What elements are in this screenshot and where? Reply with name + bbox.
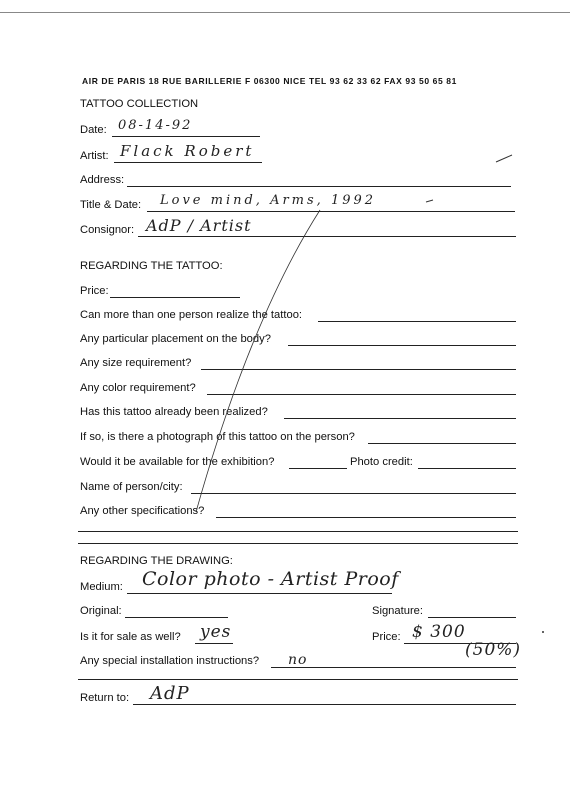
for-sale-value: yes — [200, 622, 232, 642]
drawing-price-value: $ 300 — [412, 622, 466, 642]
for-sale-label: Is it for sale as well? — [80, 631, 181, 643]
return-to-value: AdP — [150, 683, 190, 704]
date-label: Date: — [80, 124, 107, 136]
signature-label: Signature: — [372, 605, 423, 617]
return-to-label: Return to: — [80, 692, 130, 704]
tattoo-section-title: REGARDING THE TATTOO: — [80, 260, 223, 272]
medium-label: Medium: — [80, 581, 123, 593]
name-city-label: Name of person/city: — [80, 481, 183, 493]
artist-value: Flack Robert — [120, 142, 255, 160]
letterhead: AIR DE PARIS 18 RUE BARILLERIE F 06300 NICE TEL 93 62 33 62 FAX 93 50 65 81 — [82, 76, 457, 86]
consignor-label: Consignor: — [80, 224, 135, 236]
title-date-label: Title & Date: — [80, 199, 142, 211]
drawing-price-note: (50%) — [465, 640, 522, 660]
date-value: 08-14-92 — [118, 118, 193, 133]
installation-label: Any special installation instructions? — [80, 655, 260, 667]
drawing-price-label: Price: — [372, 631, 401, 643]
original-label: Original: — [80, 605, 122, 617]
collection-title: TATTOO COLLECTION — [80, 98, 199, 110]
more-than-one-label: Can more than one person realize the tattoo: — [80, 309, 303, 321]
pen-dash-mark — [426, 200, 433, 202]
pen-dot — [542, 631, 544, 633]
other-specs-label: Any other specifications? — [80, 505, 205, 517]
pen-tick-mark — [496, 155, 512, 162]
photograph-label: If so, is there a photograph of this tattoo on the person? — [80, 431, 355, 443]
address-label: Address: — [80, 174, 125, 186]
photo-credit-label: Photo credit: — [350, 456, 413, 468]
tattoo-price-label: Price: — [80, 285, 109, 297]
realized-label: Has this tattoo already been realized? — [80, 406, 268, 418]
medium-value: Color photo - Artist Proof — [142, 568, 399, 590]
placement-label: Any particular placement on the body? — [80, 333, 271, 345]
consignor-value: AdP / Artist — [146, 216, 252, 235]
color-label: Any color requirement? — [80, 382, 196, 394]
artist-label: Artist: — [80, 150, 109, 162]
exhibition-label: Would it be available for the exhibition? — [80, 456, 275, 468]
title-date-value: Love mind, Arms, 1992 — [160, 193, 377, 208]
installation-value: no — [288, 652, 308, 668]
size-label: Any size requirement? — [80, 357, 192, 369]
drawing-section-title: REGARDING THE DRAWING: — [80, 555, 233, 567]
diagonal-pen-line — [196, 210, 320, 512]
